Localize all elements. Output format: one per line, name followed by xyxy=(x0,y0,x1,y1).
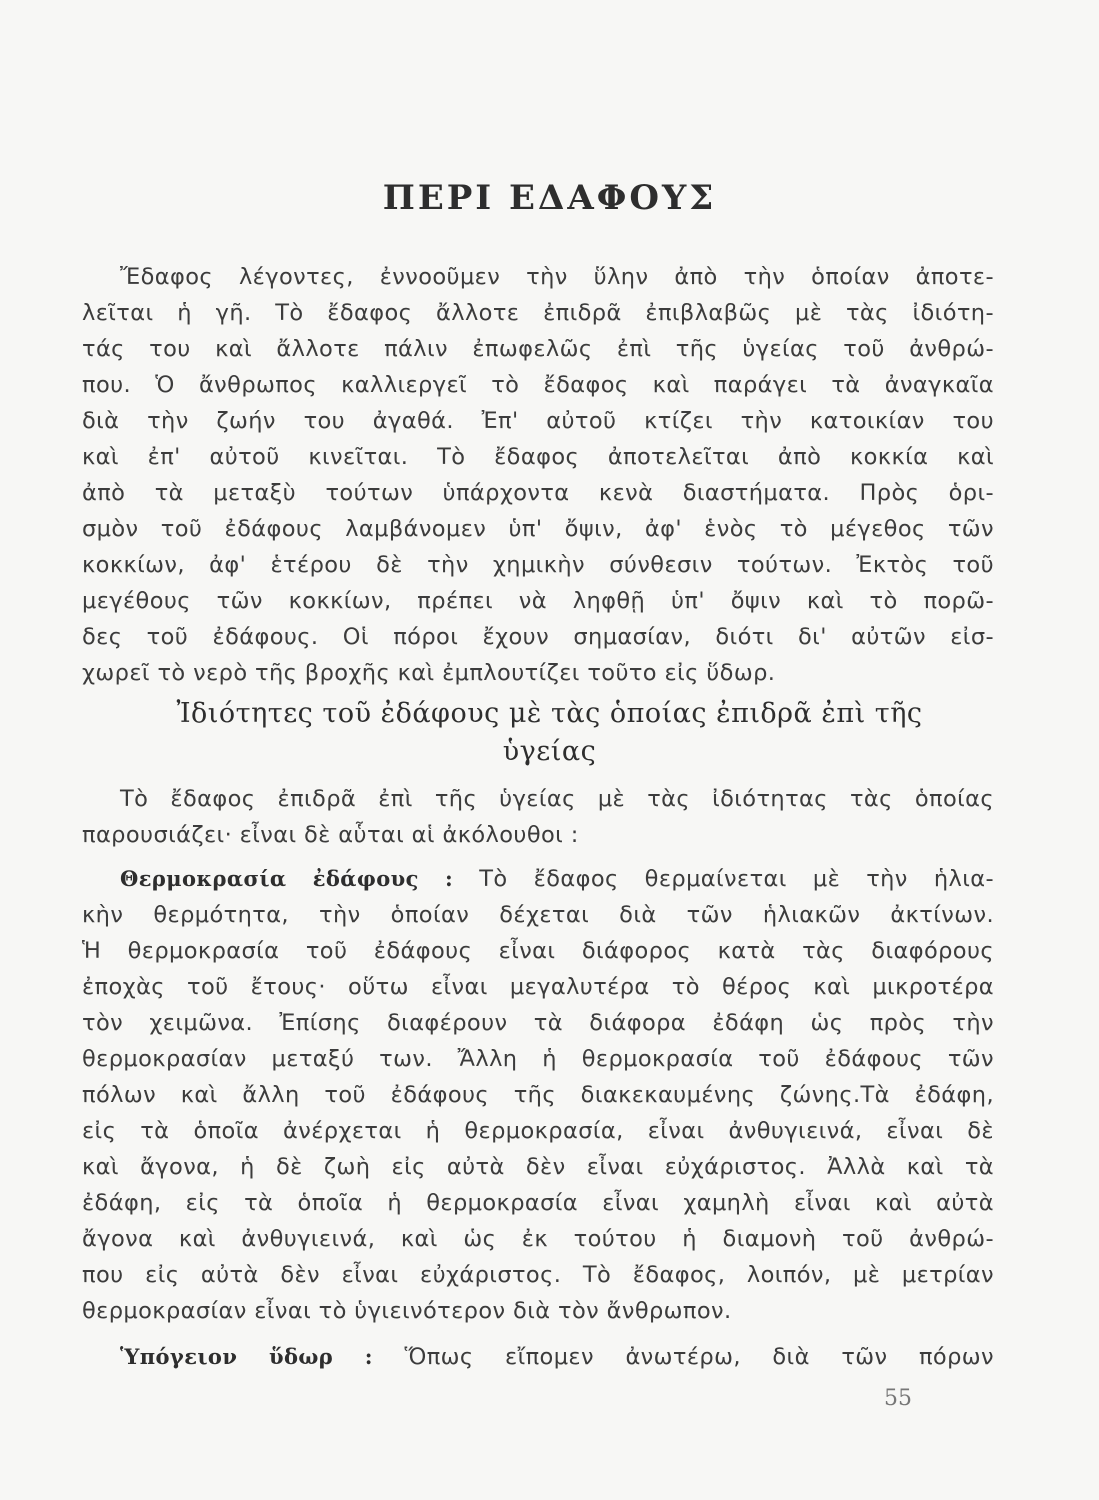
text-line: σμὸν τοῦ ἐδάφους λαμβάνομεν ὑπ' ὄψιν, ἀφ' ἑνὸς τὸ μέγεθος τῶν xyxy=(82,516,994,542)
temperature-term: Θερμοκρασία ἐδάφους : xyxy=(120,866,454,891)
section-heading-line: Ἰδιότητες τοῦ ἐδάφους μὲ τὰς ὁποίας ἐπιδρᾶ ἐπὶ τῆς xyxy=(176,698,923,729)
text-line: ἄγονα καὶ ἀνθυγιεινά, καὶ ὡς ἐκ τούτου ἡ διαμονὴ τοῦ ἀνθρώ- xyxy=(82,1226,994,1252)
text-line: τάς του καὶ ἄλλοτε πάλιν ἐπωφελῶς ἐπὶ τῆς ὑγείας τοῦ ἀνθρώ- xyxy=(82,336,994,362)
text-line: Ἡ θερμοκρασία τοῦ ἐδάφους εἶναι διάφορος κατὰ τὰς διαφόρους xyxy=(82,938,994,964)
text-line: παρουσιάζει· εἶναι δὲ αὗται αἱ ἀκόλουθοι : xyxy=(82,822,579,848)
text-line: Τὸ ἔδαφος ἐπιδρᾶ ἐπὶ τῆς ὑγείας μὲ τὰς ἰδιότητας τὰς ὁποίας xyxy=(120,786,994,812)
text-line: ἐδάφη, εἰς τὰ ὁποῖα ἡ θερμοκρασία εἶναι χαμηλὴ εἶναι καὶ αὐτὰ xyxy=(82,1190,994,1216)
text-line: δες τοῦ ἐδάφους. Οἱ πόροι ἔχουν σημασίαν, διότι δι' αὐτῶν εἰσ- xyxy=(82,624,994,650)
page-title: ΠΕΡΙ ΕΔΑΦΟΥΣ xyxy=(382,178,717,218)
text-line: που εἰς αὐτὰ δὲν εἶναι εὐχάριστος. Τὸ ἔδαφος, λοιπόν, μὲ μετρίαν xyxy=(82,1262,994,1288)
text-line: Ἔδαφος λέγοντες, ἐννοοῦμεν τὴν ὕλην ἀπὸ τὴν ὁποίαν ἀποτε- xyxy=(120,264,994,290)
page-number: 55 xyxy=(884,1386,912,1411)
text-line: τὸν χειμῶνα. Ἐπίσης διαφέρουν τὰ διάφορα ἐδάφη ὡς πρὸς τὴν xyxy=(82,1010,994,1036)
groundwater-first-line: Ὅπως εἴπομεν ἀνωτέρω, διὰ τῶν πόρων xyxy=(372,1344,994,1370)
text-line: θερμοκρασίαν μεταξύ των. Ἄλλη ἡ θερμοκρασία τοῦ ἐδάφους τῶν xyxy=(82,1046,994,1072)
text-line: καὶ ἄγονα, ἡ δὲ ζωὴ εἰς αὐτὰ δὲν εἶναι εὐχάριστος. Ἀλλὰ καὶ τὰ xyxy=(82,1154,994,1180)
text-line: διὰ τὴν ζωήν του ἀγαθά. Ἐπ' αὐτοῦ κτίζει τὴν κατοικίαν του xyxy=(82,408,994,434)
text-line: ἐποχὰς τοῦ ἔτους· οὕτω εἶναι μεγαλυτέρα τὸ θέρος καὶ μικροτέρα xyxy=(82,974,994,1000)
text-line: χωρεῖ τὸ νερὸ τῆς βροχῆς καὶ ἐμπλουτίζει τοῦτο εἰς ὕδωρ. xyxy=(82,660,776,686)
text-line: καὶ ἐπ' αὐτοῦ κινεῖται. Τὸ ἔδαφος ἀποτελεῖται ἀπὸ κοκκία καὶ xyxy=(82,444,994,470)
text-line xyxy=(120,866,994,892)
section-heading-line: ὑγείας xyxy=(502,736,597,767)
text-line: λεῖται ἡ γῆ. Τὸ ἔδαφος ἄλλοτε ἐπιδρᾶ ἐπιβλαβῶς μὲ τὰς ἰδιότη- xyxy=(82,300,994,326)
text-line: κοκκίων, ἀφ' ἑτέρου δὲ τὴν χημικὴν σύνθεσιν τούτων. Ἐκτὸς τοῦ xyxy=(82,552,994,578)
text-line: μεγέθους τῶν κοκκίων, πρέπει νὰ ληφθῇ ὑπ' ὄψιν καὶ τὸ πορῶ- xyxy=(82,588,994,614)
groundwater-term: Ὑπόγειον ὕδωρ : xyxy=(120,1344,373,1369)
temperature-first-line: Τὸ ἔδαφος θερμαίνεται μὲ τὴν ἡλια- xyxy=(453,866,994,892)
text-line: εἰς τὰ ὁποῖα ἀνέρχεται ἡ θερμοκρασία, εἶναι ἀνθυγιεινά, εἶναι δὲ xyxy=(82,1118,994,1144)
text-line: που. Ὁ ἄνθρωπος καλλιεργεῖ τὸ ἔδαφος καὶ παράγει τὰ ἀναγκαῖα xyxy=(82,372,994,398)
text-line: θερμοκρασίαν εἶναι τὸ ὑγιεινότερον διὰ τὸν ἄνθρωπον. xyxy=(82,1298,732,1324)
text-line: πόλων καὶ ἄλλη τοῦ ἐδάφους τῆς διακεκαυμένης ζώνης.Τὰ ἐδάφη, xyxy=(82,1082,994,1108)
text-line xyxy=(120,1344,994,1370)
text-line: ἀπὸ τὰ μεταξὺ τούτων ὑπάρχοντα κενὰ διαστήματα. Πρὸς ὁρι- xyxy=(82,480,994,506)
text-line: κὴν θερμότητα, τὴν ὁποίαν δέχεται διὰ τῶν ἡλιακῶν ἀκτίνων. xyxy=(82,902,994,928)
